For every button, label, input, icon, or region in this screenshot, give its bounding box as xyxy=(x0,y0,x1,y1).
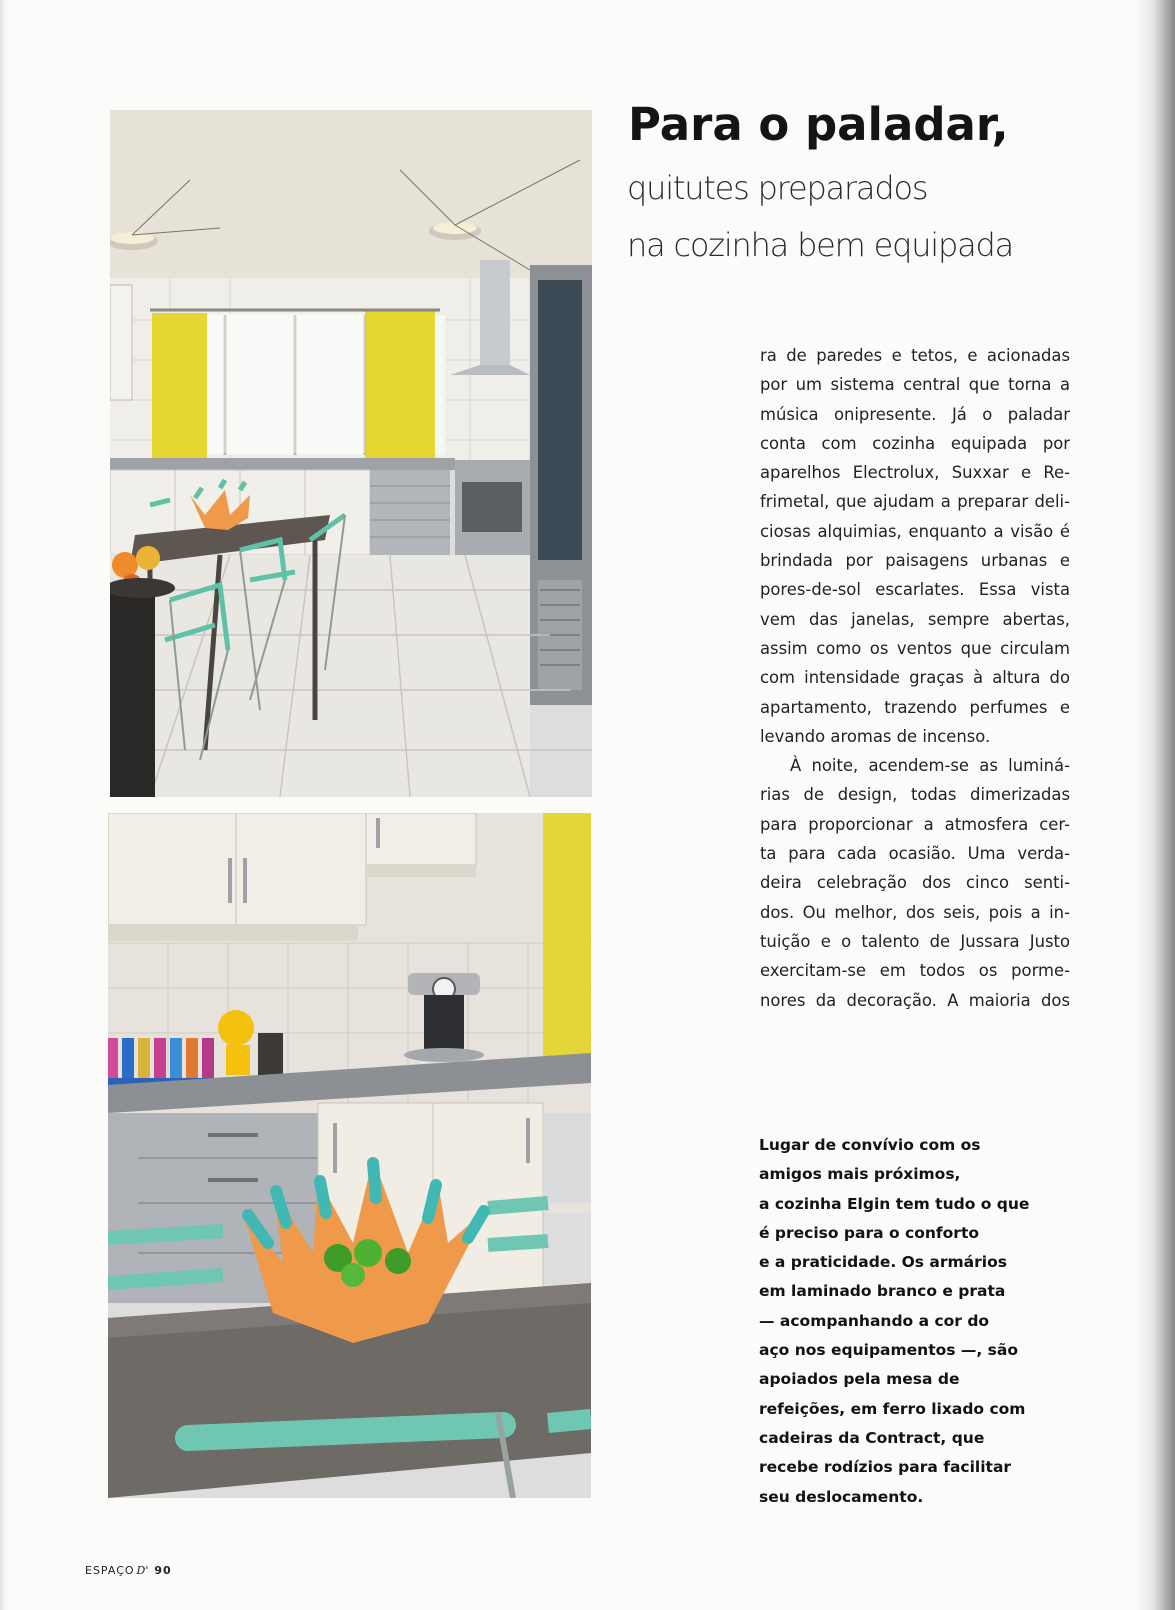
caption-line: em laminado branco e prata xyxy=(759,1282,1006,1301)
photo-caption xyxy=(759,1131,1079,1512)
body-line: vem das janelas, sempre abertas, xyxy=(760,609,1070,629)
body-line: aparelhos Electrolux, Suxxar e Re- xyxy=(760,463,1070,483)
page-gutter-shadow xyxy=(0,0,6,1610)
body-line: nores da decoração. A maioria dos xyxy=(760,990,1070,1010)
body-line: para proporcionar a atmosfera cer- xyxy=(760,814,1070,834)
caption-line: é preciso para o conforto xyxy=(759,1223,979,1242)
magazine-mark: D' xyxy=(136,1564,149,1577)
caption-line: a cozinha Elgin tem tudo o que xyxy=(759,1194,1030,1213)
page-folio xyxy=(85,1564,172,1577)
kitchen-overview-photo xyxy=(110,110,592,797)
body-line: frimetal, que ajudam a preparar deli- xyxy=(760,492,1070,512)
body-line: rias de design, todas dimerizadas xyxy=(760,785,1070,805)
caption-line: seu deslocamento. xyxy=(759,1487,924,1506)
body-line: por um sistema central que torna a xyxy=(760,375,1070,395)
subhead-line: na cozinha bem equipada xyxy=(627,226,1014,264)
body-line: assim como os ventos que circulam xyxy=(760,638,1070,658)
body-line: ra de paredes e tetos, e acionadas xyxy=(760,346,1070,365)
caption-line: Lugar de convívio com os xyxy=(759,1136,981,1154)
body-line: apartamento, trazendo perfumes e xyxy=(760,697,1070,717)
body-line: ta para cada ocasião. Uma verda- xyxy=(760,844,1070,864)
kitchen-detail-photo xyxy=(108,813,591,1498)
body-line: conta com cozinha equipada por xyxy=(760,433,1070,453)
body-line: ciosas alquimias, enquanto a visão é xyxy=(760,521,1070,541)
article-headline: Para o paladar, xyxy=(628,98,1009,151)
caption-line: — acompanhando a cor do xyxy=(759,1311,990,1330)
caption-line: amigos mais próximos, xyxy=(759,1165,961,1184)
caption-line: cadeiras da Contract, que xyxy=(759,1428,985,1447)
body-line: deira celebração dos cinco senti- xyxy=(760,873,1070,893)
caption-line: refeições, em ferro lixado com xyxy=(759,1399,1026,1418)
subhead-line: quitutes preparados xyxy=(627,169,928,207)
caption-line: recebe rodízios para facilitar xyxy=(759,1458,1012,1477)
body-line: brindada por paisagens urbanas e xyxy=(760,551,1070,571)
body-line: com intensidade graças à altura do xyxy=(760,668,1070,688)
body-line: exercitam-se em todos os porme- xyxy=(760,961,1070,981)
page-binding-shadow xyxy=(1135,0,1175,1610)
caption-line: apoiados pela mesa de xyxy=(759,1370,960,1389)
body-line: dos. Ou melhor, dos seis, pois a in- xyxy=(760,902,1070,922)
body-line: música onipresente. Já o paladar xyxy=(760,404,1070,424)
caption-line: e a praticidade. Os armários xyxy=(759,1253,1007,1272)
body-line: À noite, acendem-se as luminá- xyxy=(790,756,1070,776)
article-body xyxy=(760,341,1070,1015)
body-line: pores-de-sol escarlates. Essa vista xyxy=(760,580,1070,600)
magazine-name: ESPAÇO xyxy=(85,1564,135,1577)
body-line: levando aromas de incenso. xyxy=(760,726,991,746)
article-subheadline xyxy=(627,160,1013,274)
caption-line: aço nos equipamentos —, são xyxy=(759,1341,1019,1360)
body-line: tuição e o talento de Jussara Justo xyxy=(760,931,1070,951)
page-number: 90 xyxy=(154,1564,172,1577)
